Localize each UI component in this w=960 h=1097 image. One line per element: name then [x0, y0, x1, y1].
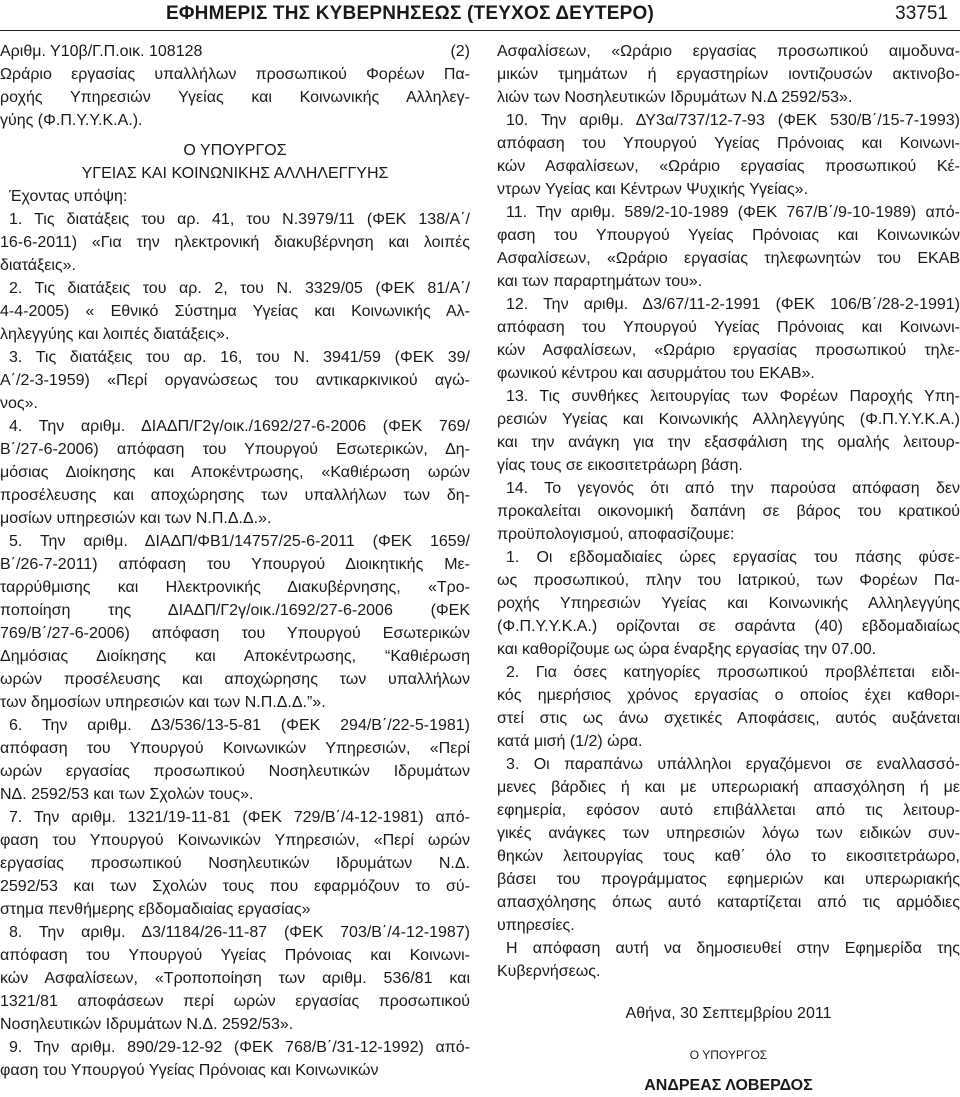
right-column [497, 40, 960, 1097]
reference-index: (2) [450, 43, 470, 60]
text-line: 2. Για όσες κατηγορίες προσωπικού προβλέπεται ειδι- [506, 664, 960, 681]
text-line: φαση του Υπουργού Υγείας Πρόνοιας και Κοινωνικών [0, 1062, 379, 1079]
text-line: 13. Τις συνθήκες λειτουργίας των Φορέων Παροχής Υπη- [506, 388, 960, 405]
decision-heading-line: Ωράριο εργασίας υπαλλήλων προσωπικού Φορέων Πα- [0, 66, 470, 83]
text-line: κών Ασφαλίσεων, «Ωράριο εργασίας προσωπικού τηλε- [497, 342, 960, 359]
text-line: και των παραρτημάτων του». [497, 273, 703, 290]
text-line: κών Ασφαλίσεων, «Τροποποίηση των αριθμ. 536/81 και [0, 970, 470, 987]
text-line: απόφαση του Υπουργού Υγείας Πρόνοιας και Κοινωνι- [0, 947, 470, 964]
text-line: απόφαση του Υπουργού Υγείας Πρόνοιας και Κοινωνι- [497, 135, 960, 152]
decision-body [497, 40, 960, 983]
text-line: 8. Την αριθμ. Δ3/1184/26-11-87 (ΦΕΚ 703/Β΄/4-12-1987) [9, 924, 470, 941]
text-line: 5. Την αριθμ. ΔΙΑΔΠ/ΦΒ1/14757/25-6-2011 (ΦΕΚ 1659/ [9, 533, 470, 550]
place-date: Αθήνα, 30 Σεπτεμβρίου 2011 [625, 1005, 832, 1022]
text-line: ταρρύθμισης και Ηλεκτρονικής Διακυβέρνησης, «Τρο- [0, 579, 470, 596]
text-line: εργασίας προσωπικού Νοσηλευτικών Ιδρυμάτων Ν.Δ. [0, 855, 470, 872]
signatory-title: Ο ΥΠΟΥΡΓΟΣ [689, 1048, 768, 1062]
text-line: υπηρεσίες. [497, 917, 575, 934]
text-line: και καθορίζουμε ως ώρα έναρξης εργασίας την 07.00. [497, 641, 877, 658]
text-line: στημα πενθήμερης εβδομαδιαίας εργασίας» [0, 901, 311, 918]
text-line: φαση του Υπουργού Κοινωνικών Υπηρεσιών, «Περί ωρών [0, 832, 470, 849]
header-divider [0, 30, 960, 31]
text-line: κατά μισή (1/2) ώρα. [497, 733, 643, 750]
text-line: 7. Την αριθμ. 1321/19-11-81 (ΦΕΚ 729/Β΄/4-12-1981) από- [9, 809, 470, 826]
text-line: Ασφαλίσεων, «Ωράριο εργασίας προσωπικού αιμοδυνα- [497, 43, 960, 60]
text-line: στεί στις ως άνω σχετικές Αποφάσεις, αυτός αυξάνεται [497, 710, 960, 727]
text-line: ντρων Υγείας και Κέντρων Ψυχικής Υγείας». [497, 181, 809, 198]
text-line: μόσιας Διοίκησης και Αποκέντρωσης, «Καθιέρωση ωρών [0, 464, 470, 481]
text-line: 4-4-2005) « Εθνικό Σύστημα Υγείας και Κοινωνικής Αλ- [0, 303, 470, 320]
text-line: ρεσιών Υγείας και Κοινωνικής Αλληλεγγύης (Φ.Π.Υ.Υ.Κ.Α.) [497, 411, 960, 428]
text-line: μοσίων υπηρεσιών και των Ν.Π.Δ.Δ.». [0, 510, 272, 527]
text-line: ροχής Υπηρεσιών Υγείας και Κοινωνικής Αλληλεγγύης [497, 595, 960, 612]
considering-label: Έχοντας υπόψη: [9, 188, 128, 205]
text-line: φαση του Υπουργού Υγείας Πρόνοιας και Κοινωνικών [497, 227, 960, 244]
text-line: απόφαση του Υπουργού Υγείας Πρόνοιας και Κοινωνι- [497, 319, 960, 336]
text-line: απόφαση του Υπουργού Κοινωνικών Υπηρεσιών, «Περί [0, 740, 470, 757]
authority-ministry: ΥΓΕΙΑΣ ΚΑΙ ΚΟΙΝΩΝΙΚΗΣ ΑΛΛΗΛΕΓΓΥΗΣ [81, 165, 389, 182]
text-line: ωρών εργασίας προσωπικού Νοσηλευτικών Ιδρυμάτων [0, 763, 470, 780]
text-line: 14. Το γεγονός ότι από την παρούσα απόφαση δεν [506, 480, 960, 497]
text-line: προσέλευσης και αποχώρησης των υπαλλήλων των δη- [0, 487, 470, 504]
text-line: 769/Β΄/27-6-2006) απόφαση του Υπουργού Εσωτερικών [0, 625, 470, 642]
text-line: ΝΔ. 2592/53 και των Σχολών τους». [0, 786, 254, 803]
text-line: 2592/53 και των Σχολών τους που εφαρμόζουν το σύ- [0, 878, 470, 895]
text-line: θηκών λειτουργίας τους καθ΄ όλο το εικοσιτετράωρο, [497, 848, 960, 865]
decision-heading-line: ροχής Υπηρεσιών Υγείας και Κοινωνικής Αλληλεγ- [0, 89, 470, 106]
text-line: 1. Οι εβδομαδιαίες ώρες εργασίας του πάσης φύσε- [506, 549, 960, 566]
text-line: Β΄/26-7-2011) απόφαση του Υπουργού Διοικητικής Με- [0, 556, 470, 573]
text-line: ληλεγγύης και λοιπές διατάξεις». [0, 326, 230, 343]
text-line: Ασφαλίσεων, «Ωράριο εργασίας τηλεφωνητών του ΕΚΑΒ [497, 250, 960, 267]
text-line: κών Ασφαλίσεων, «Ωράριο εργασίας προσωπικού Κέ- [497, 158, 960, 175]
text-line: Δημόσιας Διοίκησης και Αποκέντρωσης, “Καθιέρωση [0, 648, 470, 665]
text-line: Β΄/27-6-2006) απόφαση του Υπουργού Εσωτερικών, Δη- [0, 441, 470, 458]
text-line: 6. Την αριθμ. Δ3/536/13-5-81 (ΦΕΚ 294/Β΄/22-5-1981) [9, 717, 470, 734]
text-line: εφημερία, εφόσον αυτό επιβάλλεται από τις λειτουρ- [497, 802, 960, 819]
text-line: 3. Τις διατάξεις του αρ. 16, του Ν. 3941/59 (ΦΕΚ 39/ [9, 349, 470, 366]
text-line: γίας τους σε εικοσιτετράωρη βάση. [497, 457, 743, 474]
page-header [0, 0, 960, 30]
text-line: 4. Την αριθμ. ΔΙΑΔΠ/Γ2γ/οικ./1692/27-6-2006 (ΦΕΚ 769/ [9, 418, 470, 435]
text-line: 10. Την αριθμ. ΔΥ3α/737/12-7-93 (ΦΕΚ 530/Β΄/15-7-1993) [506, 112, 960, 129]
text-line: προκαλείται οικονομική δαπάνη σε βάρος του κρατικού [497, 503, 960, 520]
text-line: λιών των Νοσηλευτικών Ιδρυμάτων Ν.Δ 2592/53». [497, 89, 853, 106]
text-line: γικές ανάγκες των υπηρεσιών λόγω των ειδικών συν- [497, 825, 960, 842]
text-line: νος». [0, 395, 38, 412]
text-line: Α΄/2-3-1959) «Περί οργανώσεως του αντικαρκινικού αγώ- [0, 372, 470, 389]
authority-title: Ο ΥΠΟΥΡΓΟΣ [183, 142, 287, 159]
text-line: Κυβερνήσεως. [497, 963, 601, 980]
decision-heading-line: γύης (Φ.Π.Υ.Υ.Κ.Α.). [0, 112, 143, 129]
text-line: μενες βάρδιες ή και με υπερωριακή απασχόληση ή με [497, 779, 960, 796]
text-line: 9. Την αριθμ. 890/29-12-92 (ΦΕΚ 768/Β΄/31-12-1992) από- [9, 1039, 470, 1056]
text-line: ωρών προσέλευσης και αποχώρησης των υπαλλήλων [0, 671, 470, 688]
text-line: Νοσηλευτικών Ιδρυμάτων Ν.Δ. 2592/53». [0, 1016, 294, 1033]
text-line: βάσει του προγράμματος εφημεριών και υπερωριακής [497, 871, 960, 888]
reference-number: Αριθμ. Υ10β/Γ.Π.οικ. 108128 [0, 43, 203, 60]
text-line: 16-6-2011) «Για την ηλεκτρονική διακυβέρνηση και λοιπές [0, 234, 470, 251]
text-line: 2. Τις διατάξεις του αρ. 2, του Ν. 3329/05 (ΦΕΚ 81/Α΄/ [9, 280, 470, 297]
text-line: ποποίηση της ΔΙΑΔΠ/Γ2γ/οικ./1692/27-6-2006 (ΦΕΚ [0, 602, 470, 619]
considerations-list [0, 208, 470, 1082]
left-column [0, 40, 470, 1082]
text-line: ως προσωπικού, πλην του Ιατρικού, των Φορέων Πα- [497, 572, 960, 589]
text-line: προϋπολογισμού, αποφασίζουμε: [497, 526, 735, 543]
signatory-name: ΑΝΔΡΕΑΣ ΛΟΒΕΡΔΟΣ [644, 1077, 813, 1094]
text-line: κός ημερήσιος χρόνος εργασίας ο οποίος έχει καθορι- [497, 687, 960, 704]
text-line: φωνικού κέντρου και ασυρμάτου του ΕΚΑΒ». [497, 365, 815, 382]
text-line: 11. Την αριθμ. 589/2-10-1989 (ΦΕΚ 767/Β΄/9-10-1989) από- [506, 204, 960, 221]
text-line: των δημοσίων υπηρεσιών και των Ν.Π.Δ.Δ.”». [0, 694, 326, 711]
text-line: 12. Την αριθμ. Δ3/67/11-2-1991 (ΦΕΚ 106/Β΄/28-2-1991) [506, 296, 960, 313]
decision-reference [0, 40, 470, 63]
page-number: 33751 [895, 3, 948, 24]
text-line: μικών τμημάτων ή εργαστηρίων ιοντιζουσών ακτινοβο- [497, 66, 960, 83]
text-line: απασχόλησης όπως αυτό καταρτίζεται από τις αρμόδιες [497, 894, 960, 911]
text-line: (Φ.Π.Υ.Υ.Κ.Α.) ορίζονται σε σαράντα (40) εβδομαδιαίως [497, 618, 960, 635]
text-line: 3. Οι παραπάνω υπάλληλοι εργαζόμενοι σε εναλλασσό- [506, 756, 960, 773]
text-line: διατάξεις». [0, 257, 76, 274]
text-line: και την ανάγκη για την εξασφάλιση της ομαλής λειτουρ- [497, 434, 960, 451]
text-line: 1321/81 αποφάσεων περί ωρών εργασίας προσωπικού [0, 993, 470, 1010]
text-line: 1. Τις διατάξεις του αρ. 41, του Ν.3979/11 (ΦΕΚ 138/Α΄/ [9, 211, 470, 228]
text-line: Η απόφαση αυτή να δημοσιευθεί στην Εφημερίδα της [506, 940, 960, 957]
gazette-title: ΕΦΗΜΕΡΙΣ ΤΗΣ ΚΥΒΕΡΝΗΣΕΩΣ (ΤΕΥΧΟΣ ΔΕΥΤΕΡΟ) [166, 3, 654, 24]
